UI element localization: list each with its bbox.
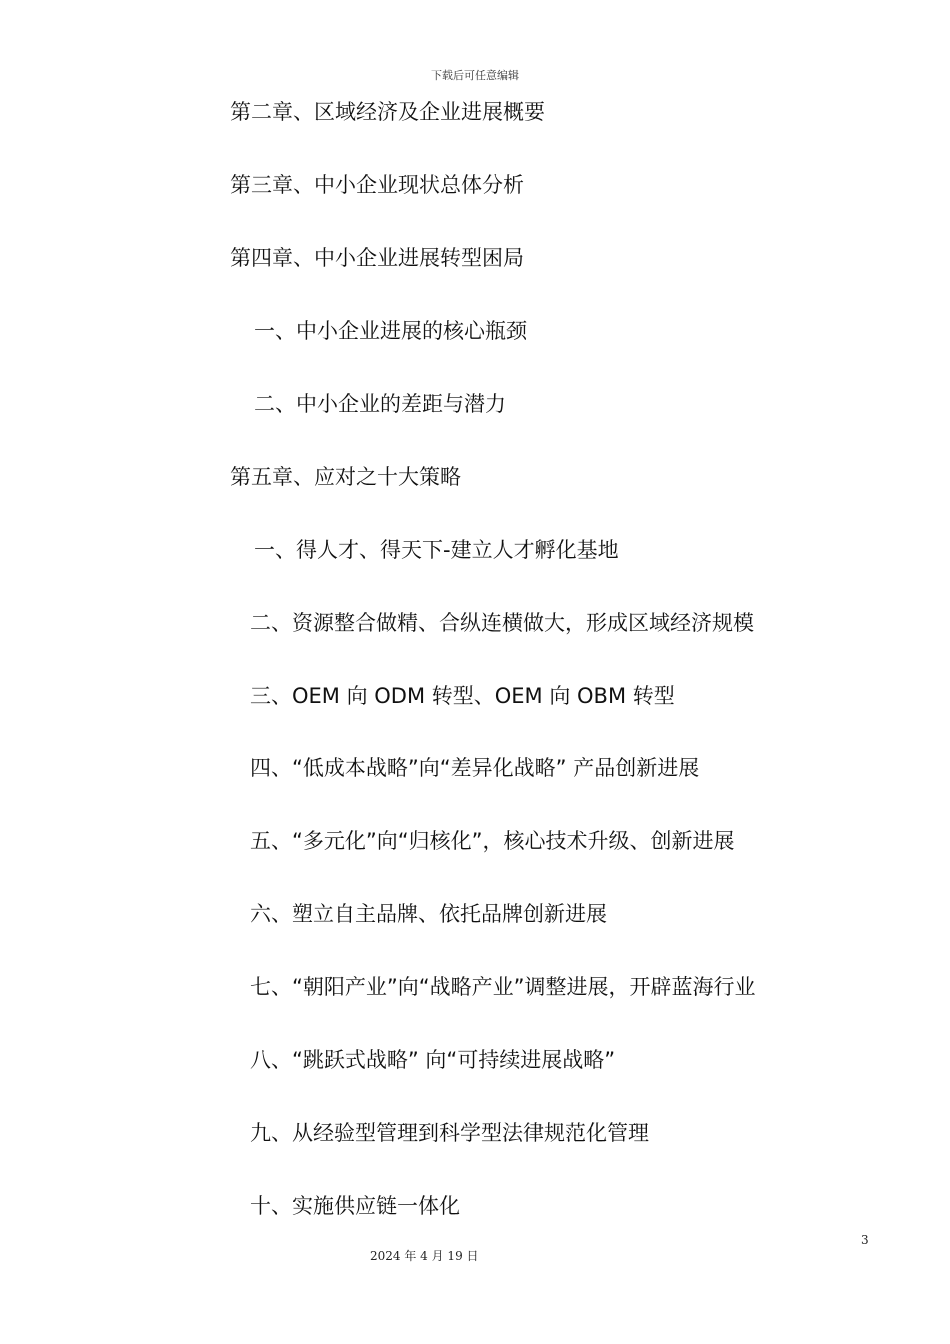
toc-entry-chapter-3: 第三章、中小企业现状总体分析	[230, 173, 524, 197]
toc-entry-chapter-5-8: 八、“跳跃式战略” 向“可持续进展战略”	[250, 1048, 616, 1072]
page-number: 3	[861, 1233, 869, 1247]
page-header: 下载后可任意编辑	[431, 69, 519, 82]
toc-entry-chapter-2: 第二章、区域经济及企业进展概要	[230, 100, 545, 124]
toc-entry-chapter-5-9: 九、从经验型管理到科学型法律规范化管理	[250, 1121, 649, 1145]
toc-entry-chapter-5-7: 七、“朝阳产业”向“战略产业”调整进展，开辟蓝海行业	[250, 975, 756, 999]
toc-entry-chapter-5-6: 六、塑立自主品牌、依托品牌创新进展	[250, 902, 607, 926]
toc-entry-chapter-5-1: 一、得人才、得天下-建立人才孵化基地	[254, 538, 619, 562]
page-footer-date: 2024 年 4 月 19 日	[370, 1249, 479, 1263]
toc-entry-chapter-5-2: 二、资源整合做精、合纵连横做大，形成区域经济规模	[250, 611, 754, 635]
toc-entry-chapter-5-5: 五、“多元化”向“归核化”，核心技术升级、创新进展	[250, 829, 735, 853]
toc-entry-chapter-5-10: 十、实施供应链一体化	[250, 1194, 460, 1218]
toc-entry-chapter-5: 第五章、应对之十大策略	[230, 465, 461, 489]
toc-entry-chapter-4-1: 一、中小企业进展的核心瓶颈	[254, 319, 527, 343]
toc-entry-chapter-5-4: 四、“低成本战略”向“差异化战略” 产品创新进展	[250, 756, 700, 780]
toc-entry-chapter-5-3: 三、OEM 向 ODM 转型、OEM 向 OBM 转型	[250, 684, 675, 708]
toc-entry-chapter-4-2: 二、中小企业的差距与潜力	[254, 392, 506, 416]
toc-entry-chapter-4: 第四章、中小企业进展转型困局	[230, 246, 524, 270]
